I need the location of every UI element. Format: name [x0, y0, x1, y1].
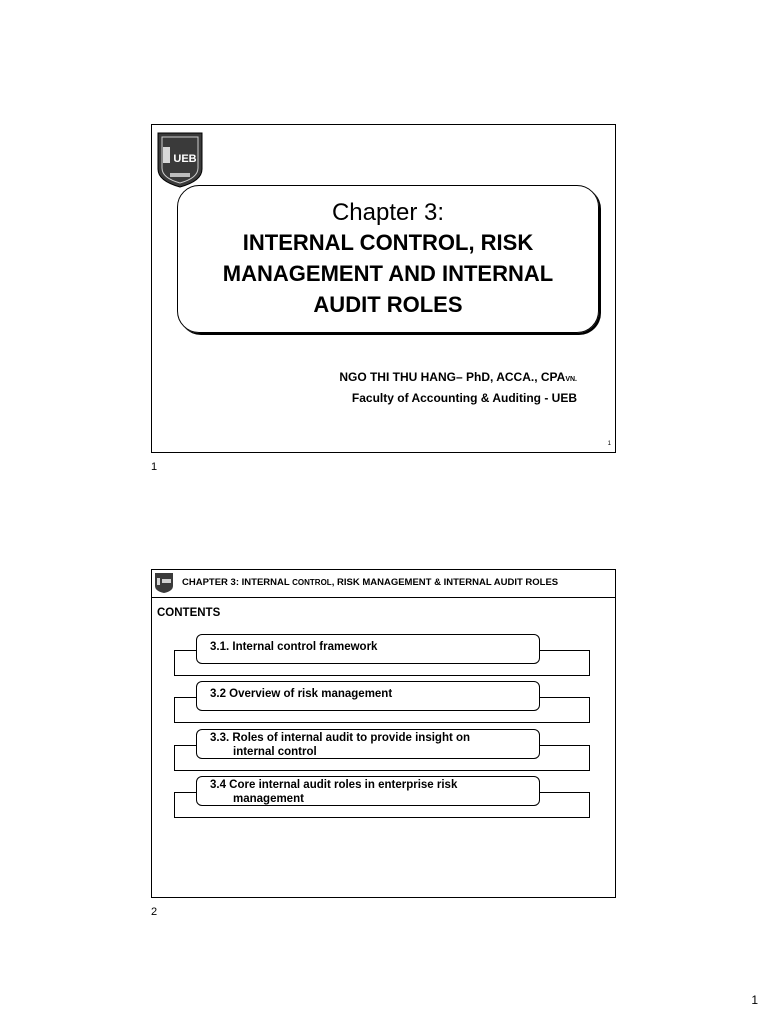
toc-item	[174, 729, 590, 779]
chapter-title-box	[177, 185, 599, 333]
toc-item	[174, 681, 590, 731]
slide-2	[151, 569, 616, 898]
author-suffix: VN.	[565, 376, 577, 383]
slide-header	[152, 570, 615, 598]
toc-item-text: 3.3. Roles of internal audit to provide insight on	[210, 732, 471, 744]
logo-text: UEB	[173, 153, 197, 165]
page-label-1: 1	[151, 461, 158, 473]
document-page-number: 1	[751, 993, 758, 1007]
header-title-part-2: CONTROL	[292, 578, 332, 587]
author-line	[339, 368, 577, 389]
contents-label: CONTENTS	[157, 607, 221, 619]
chapter-title: INTERNAL CONTROL, RISK MANAGEMENT AND INTERNAL AUDIT ROLES	[222, 230, 554, 317]
page-label-2: 2	[151, 906, 158, 918]
author-name: NGO THI THU HANG– PhD, ACCA., CPA	[339, 370, 566, 384]
slide-number: 1	[607, 441, 611, 447]
author-block	[339, 368, 577, 408]
toc-item	[174, 634, 590, 684]
toc-item-text: 3.1. Internal control framework	[210, 641, 378, 653]
slide-1	[151, 124, 616, 453]
toc-item-text: 3.4 Core internal audit roles in enterprise risk	[210, 779, 458, 791]
toc-item-label	[196, 681, 540, 711]
toc-item-label	[196, 729, 540, 759]
ueb-logo-small	[154, 572, 174, 594]
toc-item-label	[196, 776, 540, 806]
ueb-logo	[154, 129, 206, 189]
affiliation: Faculty of Accounting & Auditing - UEB	[351, 391, 577, 405]
chapter-label: Chapter 3:	[331, 199, 445, 226]
toc-item-text: 3.2 Overview of risk management	[210, 688, 393, 700]
toc-item-text-continued: internal control	[233, 746, 317, 758]
header-title-part-1: CHAPTER 3: INTERNAL	[182, 577, 293, 588]
toc-item	[174, 776, 590, 826]
slide-header-title	[182, 577, 558, 588]
toc-item-text-continued: management	[233, 793, 304, 805]
header-title-part-3: , RISK MANAGEMENT & INTERNAL AUDIT ROLES	[331, 577, 559, 588]
toc-item-label	[196, 634, 540, 664]
